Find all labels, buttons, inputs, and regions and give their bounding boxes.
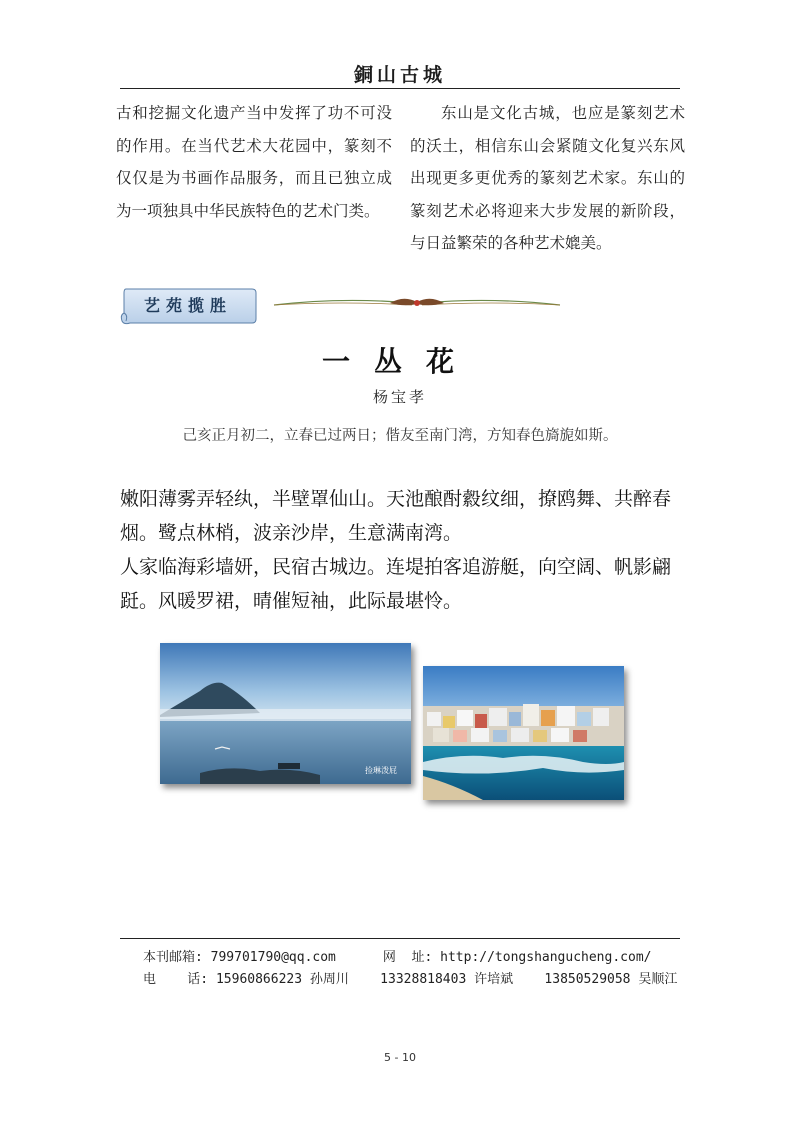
header-divider <box>120 88 680 89</box>
ornament-divider-icon <box>272 293 562 313</box>
article-column-right <box>410 97 685 260</box>
poem-stanza-2: 人家临海彩墙妍，民宿古城边。连堤拍客追游艇，向空阔、帆影翩跹。风暖罗裙，晴催短袖，此际最堪怜。 <box>120 556 672 612</box>
poem-body <box>120 482 685 618</box>
left-column-text: 古和挖掘文化遗产当中发挥了功不可没的作用。在当代艺术大花园中，篆刻不仅仅是为书画作品服务，而且已独立成为一项独具中华民族特色的艺术门类。 <box>116 104 392 220</box>
poem-preface: 己亥正月初二，立春已过两日；偕友至南门湾，方知春色旖旎如斯。 <box>182 428 618 444</box>
poem-stanza-1: 嫩阳薄雾弄轻纨，半壁罩仙山。天池酿酎縠纹细，撩鸥舞、共醉春烟。鹭点林梢，波亲沙岸，生意满南湾。 <box>120 488 672 544</box>
right-column-text: 东山是文化古城，也应是篆刻艺术的沃土，相信东山会紧随文化复兴东风出现更多更优秀的篆刻艺术家。东山的篆刻艺术必将迎来大步发展的新阶段，与日益繁荣的各种艺术媲美。 <box>410 104 685 252</box>
photo-misty-island-sea <box>160 643 411 784</box>
footer-phone-contacts: 电 话: 15960866223 孙周川 13328818403 许培斌 13850529058 吴顺江 <box>143 972 678 987</box>
page-header-title: 銅山古城 <box>353 64 446 86</box>
poem-author: 杨宝孝 <box>372 388 427 406</box>
footer-divider <box>120 938 680 939</box>
article-column-left <box>116 97 392 227</box>
poem-title: 一丛花 <box>321 345 478 378</box>
photo-watermark: 捡琳泼屁 <box>365 766 397 775</box>
footer-email-website: 本刊邮箱: 799701790@qq.com 网 址: http://tongshangucheng.com/ <box>143 950 652 965</box>
page-number: 5 - 10 <box>384 1051 416 1064</box>
section-banner-label: 艺苑揽胜 <box>143 296 232 315</box>
photo-coastal-village <box>423 666 624 800</box>
